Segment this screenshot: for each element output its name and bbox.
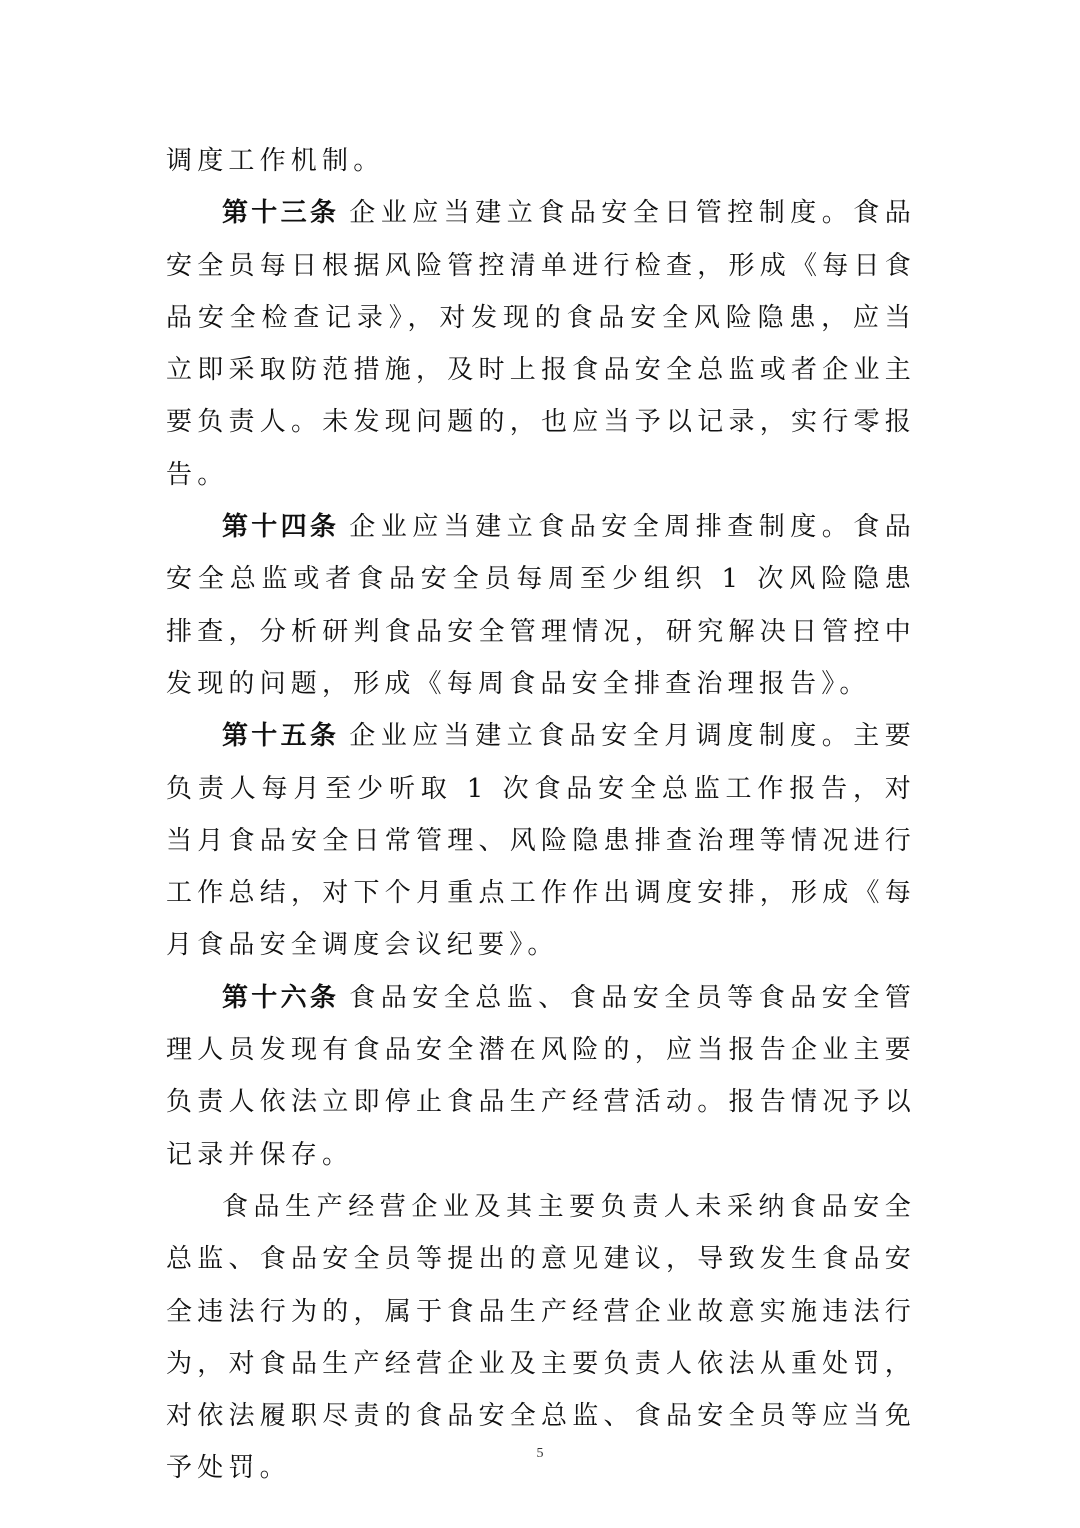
paragraph-continuation [166, 135, 916, 187]
paragraph-text: 企业应当建立食品安全周排查制度。食品安全总监或者食品安全员每周至少组织 1 次风险隐患排查，分析研判食品安全管理情况，研究解决日管控中发现的问题，形成《每周食品安全排查治理报告》。 [166, 512, 916, 699]
paragraph-text: 食品生产经营企业及其主要负责人未采纳食品安全总监、食品安全员等提出的意见建议，导致发生食品安全违法行为的，属于食品生产经营企业故意实施违法行为，对食品生产经营企业及主要负责人依法从重处罚，对依法履职尽责的食品安全总监、食品安全员等应当免予处罚。 [166, 1191, 916, 1484]
article-number: 第十四条 [222, 512, 340, 543]
paragraph-text: 企业应当建立食品安全月调度制度。主要负责人每月至少听取 1 次食品安全总监工作报告，对当月食品安全日常管理、风险隐患排查治理等情况进行工作总结，对下个月重点工作作出调度安排，形成《每月食品安全调度会议纪要》。 [166, 721, 916, 961]
article-number: 第十六条 [222, 982, 340, 1013]
article-number: 第十五条 [222, 721, 340, 752]
document-body [166, 135, 916, 1495]
article-number: 第十三条 [222, 198, 340, 229]
paragraph-text: 企业应当建立食品安全日管控制度。食品安全员每日根据风险管控清单进行检查，形成《每日食品安全检查记录》，对发现的食品安全风险隐患，应当立即采取防范措施，及时上报食品安全总监或者企业主要负责人。未发现问题的，也应当予以记录，实行零报告。 [166, 198, 916, 490]
page-number: 5 [536, 1446, 544, 1461]
article-14 [166, 501, 916, 710]
article-16 [166, 972, 916, 1181]
paragraph-text: 食品安全总监、食品安全员等食品安全管理人员发现有食品安全潜在风险的，应当报告企业主要负责人依法立即停止食品生产经营活动。报告情况予以记录并保存。 [166, 982, 916, 1170]
paragraph-text: 调度工作机制。 [166, 146, 385, 176]
article-13 [166, 187, 916, 501]
article-15 [166, 710, 916, 971]
